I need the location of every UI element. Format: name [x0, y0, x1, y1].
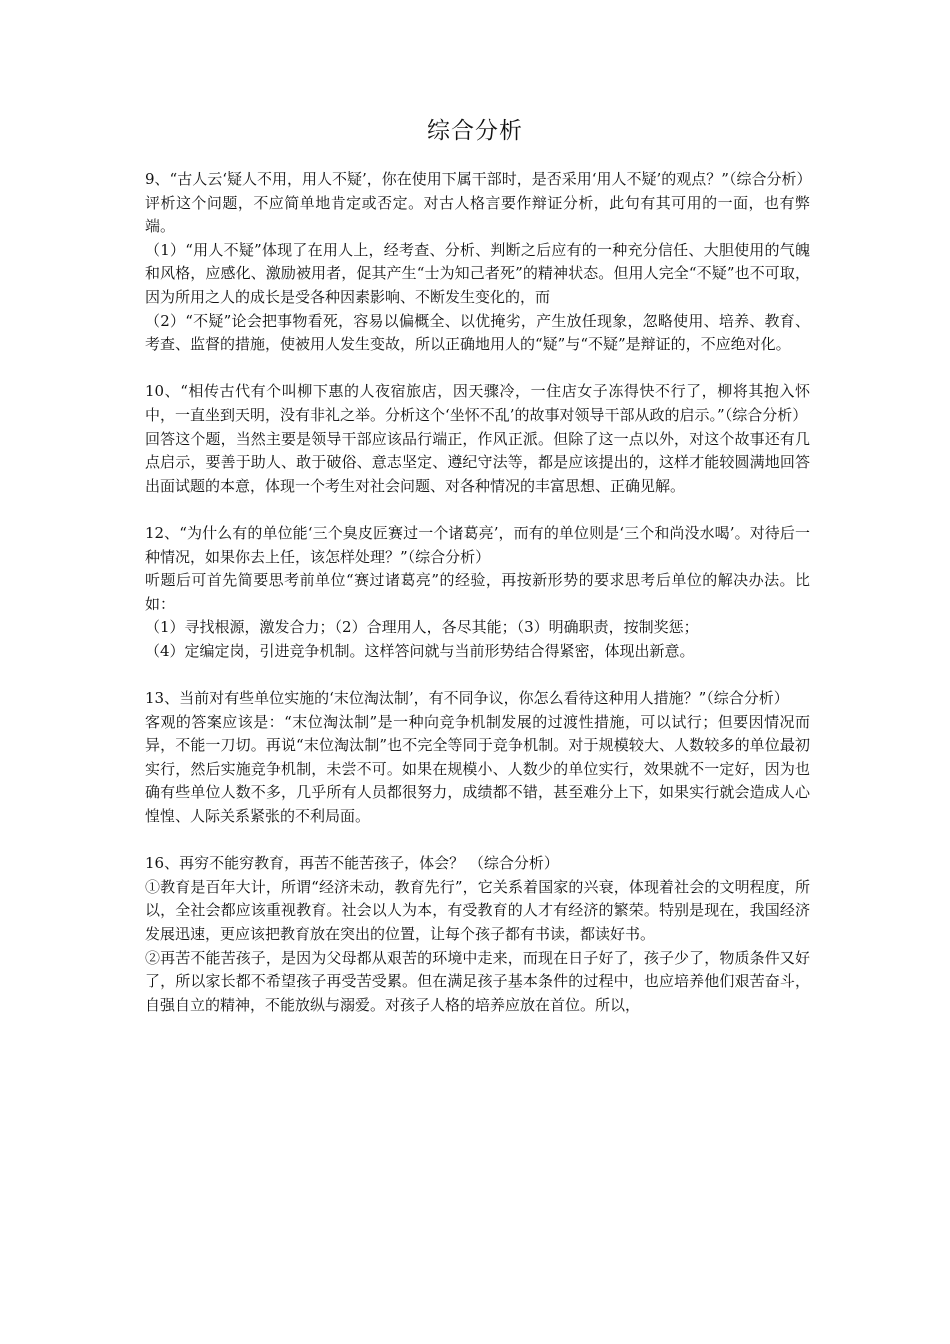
question-12-section — [145, 522, 810, 664]
question-16-text: 16、再穷不能穷教育，再苦不能苦孩子，体会？ （综合分析） — [145, 854, 559, 873]
question-16-answer-point-1: ①教育是百年大计，所谓“经济未动，教育先行”，它关系着国家的兴衰，体现着社会的文明程度，所以，全社会都应该重视教育。社会以人为本，有受教育的人才有经济的繁荣。特别是现在，我国经济发展迅速，更应该把教育放在突出的位置，让每个孩子都有书读，都读好书。 — [145, 877, 810, 943]
page-title: 综合分析 — [427, 118, 523, 144]
question-13-answer: 客观的答案应该是：“末位淘汰制”是一种向竞争机制发展的过渡性措施，可以试行；但要因情况而异，不能一刀切。再说“末位淘汰制”也不完全等同于竞争机制。对于规模较大、人数较多的单位最初实行，然后实施竞争机制，未尝不可。如果在规模小、人数少的单位实行，效果就不一定好，因为也确有些单位人数不多，几乎所有人员都很努力，成绩都不错，甚至难分上下，如果实行就会造成人心惶惶、人际关系紧张的不利局面。 — [145, 712, 810, 826]
question-9-section — [145, 168, 810, 357]
question-10-text: 10、“相传古代有个叫柳下惠的人夜宿旅店，因天骤冷，一住店女子冻得快不行了，柳将其抱入怀中，一直坐到天明，没有非礼之举。分析这个‘坐怀不乱’的故事对领导干部从政的启示。”（综合分析） — [145, 382, 810, 424]
document-body — [145, 168, 810, 1017]
question-16-section — [145, 852, 810, 1017]
question-9-answer-point-1: （1）“用人不疑”体现了在用人上，经考查、分析、判断之后应有的一种充分信任、大胆使用的气魄和风格，应感化、激励被用者，促其产生“士为知己者死”的精神状态。但用人完全“不疑”也不可取，因为所用之人的成长是受各种因素影响、不断发生变化的，而 — [145, 240, 810, 306]
question-10-section — [145, 380, 810, 498]
question-9-answer-point-2: （2）“不疑”论会把事物看死，容易以偏概全、以优掩劣，产生放任现象，忽略使用、培养、教育、考查、监督的措施，使被用人发生变故，所以正确地用人的“疑”与“不疑”是辩证的，不应绝对化。 — [145, 311, 810, 354]
question-12-answer-points-1-3: （1）寻找根源，激发合力；（2）合理用人，各尽其能；（3）明确职责，按制奖惩； — [145, 618, 699, 637]
question-13-text: 13、当前对有些单位实施的‘末位淘汰制’，有不同争议，你怎么看待这种用人措施？”（综合分析） — [145, 689, 789, 708]
question-12-text: 12、“为什么有的单位能‘三个臭皮匠赛过一个诸葛亮’，而有的单位则是‘三个和尚没水喝’。对待后一种情况，如果你去上任，该怎样处理？”（综合分析） — [145, 523, 810, 566]
question-10-answer: 回答这个题，当然主要是领导干部应该品行端正，作风正派。但除了这一点以外，对这个故事还有几点启示，要善于助人、敢于破俗、意志坚定、遵纪守法等，都是应该提出的，这样才能较圆满地回答出面试题的本意，体现一个考生对社会问题、对各种情况的丰富思想、正确见解。 — [145, 429, 810, 495]
question-16-answer-point-2: ②再苦不能苦孩子，是因为父母都从艰苦的环境中走来，而现在日子好了，孩子少了，物质条件又好了，所以家长都不希望孩子再受苦受累。但在满足孩子基本条件的过程中，也应培养他们艰苦奋斗，自强自立的精神，不能放纵与溺爱。对孩子人格的培养应放在首位。所以， — [145, 948, 810, 1014]
question-9-answer-intro: 评析这个问题，不应简单地肯定或否定。对古人格言要作辩证分析，此句有其可用的一面，也有弊端。 — [145, 193, 810, 236]
question-12-answer-point-4: （4）定编定岗，引进竞争机制。这样答问就与当前形势结合得紧密，体现出新意。 — [145, 641, 695, 660]
question-9-text: 9、“古人云‘疑人不用，用人不疑’，你在使用下属干部时，是否采用‘用人不疑’的观点？”（综合分析） — [145, 170, 812, 188]
question-12-answer-intro: 听题后可首先简要思考前单位“赛过诸葛亮”的经验，再按新形势的要求思考后单位的解决办法。比如： — [145, 571, 810, 613]
question-13-section — [145, 687, 810, 829]
